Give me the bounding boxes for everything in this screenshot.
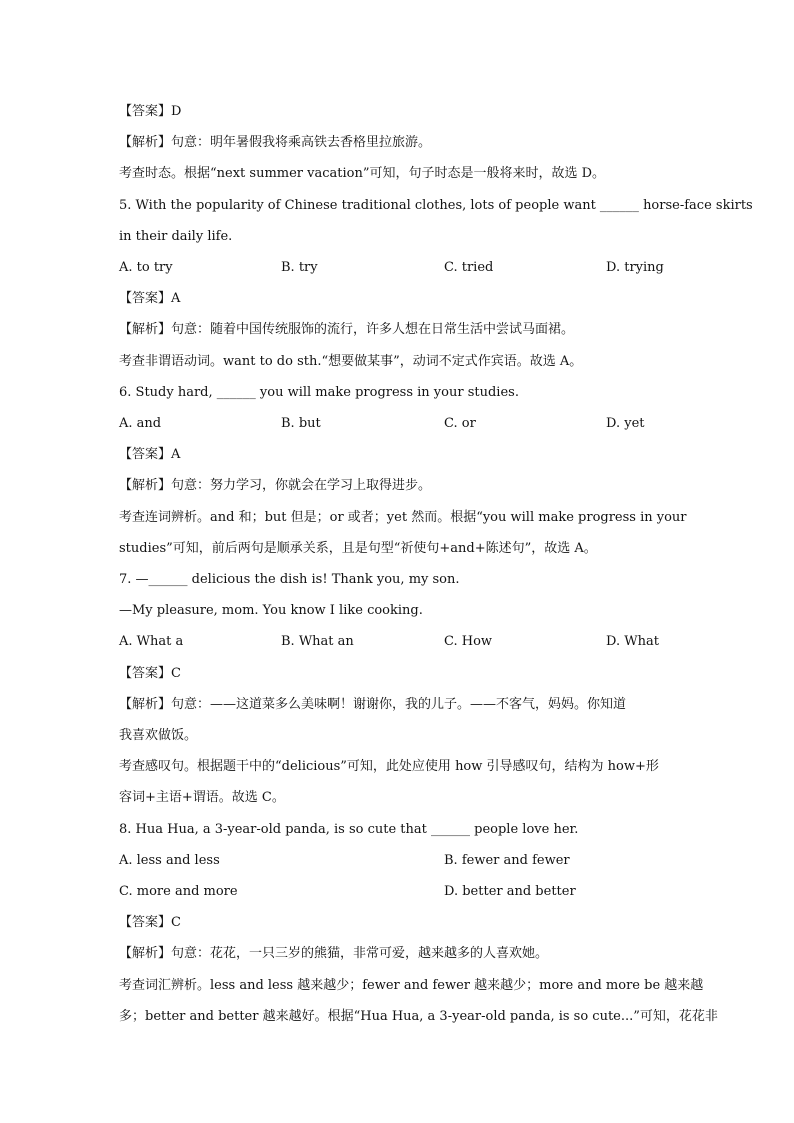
- question-7-text: 7. —______ delicious the dish is! Thank you, my son.: [119, 572, 460, 587]
- analysis-text: 考查连词辨析。and 和；but 但是；or 或者；yet 然而。根据“you will make progress in your: [119, 510, 687, 525]
- option-c: C. more and more: [119, 884, 238, 899]
- option-a: A. and: [119, 416, 162, 431]
- question-5-text: 5. With the popularity of Chinese traditional clothes, lots of people want ______ horse-face skirts: [119, 198, 753, 213]
- analysis-text: 考查非谓语动词。want to do sth.“想要做某事”，动词不定式作宾语。故选 A。: [119, 354, 583, 369]
- option-c: C. or: [444, 416, 476, 431]
- analysis-text: 考查时态。根据“next summer vacation”可知，句子时态是一般将来时，故选 D。: [119, 166, 606, 181]
- option-d: D. trying: [606, 260, 664, 275]
- option-b: B. What an: [281, 634, 354, 649]
- analysis-text: 多；better and better 越来越好。根据“Hua Hua, a 3-year-old panda, is so cute...”可知，花花非: [119, 1009, 718, 1024]
- option-d: D. What: [606, 634, 659, 649]
- answer-label: 【答案】D: [119, 104, 182, 119]
- analysis-text: 【解析】句意：——这道菜多么美味啊！谢谢你，我的儿子。——不客气，妈妈。你知道: [119, 697, 627, 712]
- analysis-text: 【解析】句意：明年暑假我将乘高铁去香格里拉旅游。: [119, 135, 432, 150]
- analysis-text: 【解析】句意：花花，一只三岁的熊猫，非常可爱，越来越多的人喜欢她。: [119, 946, 549, 961]
- question-5-text: in their daily life.: [119, 229, 233, 244]
- analysis-text: 考查词汇辨析。less and less 越来越少；fewer and fewer 越来越少；more and more be 越来越: [119, 978, 704, 993]
- analysis-text: 容词+主语+谓语。故选 C。: [119, 790, 285, 805]
- analysis-text: 考查感叹句。根据题干中的“delicious”可知，此处应使用 how 引导感叹句，结构为 how+形: [119, 759, 659, 774]
- option-b: B. but: [281, 416, 321, 431]
- analysis-text: 【解析】句意：努力学习，你就会在学习上取得进步。: [119, 478, 432, 493]
- answer-label: 【答案】A: [119, 447, 181, 462]
- option-a: A. What a: [119, 634, 184, 649]
- answer-label: 【答案】A: [119, 291, 181, 306]
- option-c: C. tried: [444, 260, 494, 275]
- analysis-text: studies”可知，前后两句是顺承关系，且是句型“祈使句+and+陈述句”，故选 A。: [119, 541, 597, 556]
- analysis-text: 我喜欢做饭。: [119, 728, 198, 743]
- analysis-text: 【解析】句意：随着中国传统服饰的流行，许多人想在日常生活中尝试马面裙。: [119, 322, 575, 337]
- option-a: A. less and less: [119, 853, 220, 868]
- option-c: C. How: [444, 634, 493, 649]
- option-d: D. better and better: [444, 884, 576, 899]
- answer-label: 【答案】C: [119, 915, 181, 930]
- option-b: B. fewer and fewer: [444, 853, 570, 868]
- answer-label: 【答案】C: [119, 666, 181, 681]
- option-b: B. try: [281, 260, 318, 275]
- question-6-text: 6. Study hard, ______ you will make progress in your studies.: [119, 385, 519, 400]
- question-8-text: 8. Hua Hua, a 3-year-old panda, is so cute that ______ people love her.: [119, 822, 579, 837]
- option-d: D. yet: [606, 416, 645, 431]
- option-a: A. to try: [119, 260, 173, 275]
- question-7-text: —My pleasure, mom. You know I like cooking.: [119, 603, 423, 618]
